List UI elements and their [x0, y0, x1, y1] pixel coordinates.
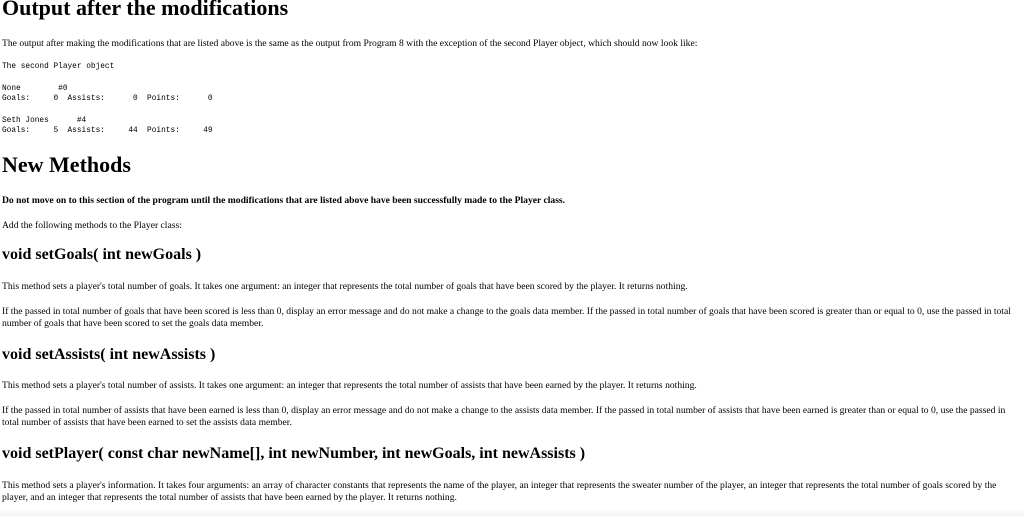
set-goals-signature: void setGoals( int newGoals )	[2, 246, 202, 263]
code-block-second-player: Seth Jones #4 Goals: 5 Assists: 44 Points: 49	[2, 117, 213, 135]
new-methods-heading: New Methods	[2, 152, 131, 177]
set-player-signature: void setPlayer( const char newName[], int newNumber, int newGoals, int newAssists )	[2, 445, 586, 462]
set-assists-detail: If the passed in total number of assists that have been earned is less than 0, display an error message and do not make a change to the assists data member. If the passed in total number of assists that have been earned is greater than or equal to 0, use the passed in total number of assists that have been earned to set the assists data member.	[2, 405, 1006, 428]
warning-paragraph: Do not move on to this section of the program until the modifications that are listed above have been successfully made to the Player class.	[2, 195, 566, 206]
set-assists-signature: void setAssists( int newAssists )	[2, 346, 216, 363]
output-paragraph: The output after making the modifications that are listed above is the same as the output from Program 8 with the exception of the second Player object, which should now look like:	[2, 38, 698, 49]
add-methods-paragraph: Add the following methods to the Player class:	[2, 220, 182, 231]
bottom-fade	[0, 508, 1024, 516]
code-label: The second Player object	[2, 63, 115, 71]
set-assists-description: This method sets a player's total number of assists. It takes one argument: an integer that represents the total number of assists that have been earned by the player. It returns nothing.	[2, 380, 697, 391]
set-player-description: This method sets a player's information. It takes four arguments: an array of character constants that represents the name of the player, an integer that represents the sweater number of the player, an integer that represents the total number of goals scored by the player, and an integer that represents the total number of assists that have been earned by the player. It returns nothing.	[2, 480, 997, 503]
code-block-first-player: None #0 Goals: 0 Assists: 0 Points: 0	[2, 85, 213, 103]
set-goals-detail: If the passed in total number of goals that have been scored is less than 0, display an error message and do not make a change to the goals data member. If the passed in total number of goals that have been scored is greater than or equal to 0, use the passed in total number of goals that have been scored to set the goals data member.	[2, 306, 1011, 329]
output-heading: Output after the modifications	[2, 0, 289, 20]
set-goals-description: This method sets a player's total number of goals. It takes one argument: an integer that represents the total number of goals that have been scored by the player. It returns nothing.	[2, 281, 688, 292]
